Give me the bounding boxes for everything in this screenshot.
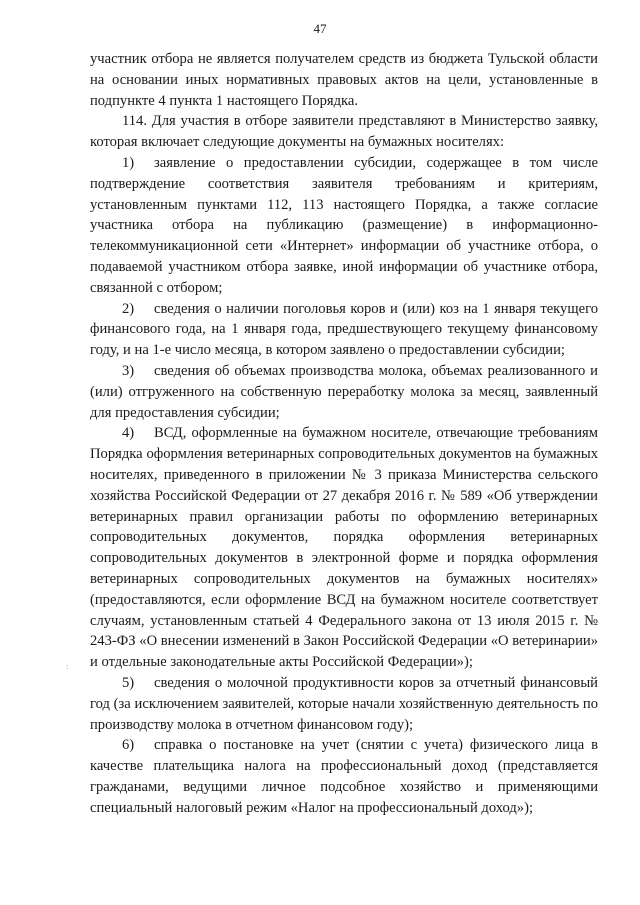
document-body	[90, 49, 598, 818]
list-item-number: 6)	[122, 737, 135, 754]
list-item-number: 1)	[122, 154, 135, 171]
list-item-6	[90, 735, 598, 818]
margin-mark: :	[66, 662, 69, 671]
list-item-2	[90, 299, 598, 361]
list-item-4	[90, 423, 598, 673]
list-item-number: 5)	[122, 674, 135, 691]
page-number: 47	[313, 21, 327, 36]
list-item-text: сведения о молочной продуктивности коров за отчетный финансовый год (за исключением заявителей, которые начали хозяйственную деятельность по производству молока в отчетном финансовом году);	[90, 674, 598, 733]
list-item-text: сведения об объемах производства молока, объемах реализованного и (или) отгруженного на собственную переработку молока за месяц, заявленный для предоставления субсидии;	[90, 362, 598, 421]
list-item-text: заявление о предоставлении субсидии, содержащее в том числе подтверждение соответствия заявителя требованиям и критериям, установленным пунктами 112, 113 настоящего Порядка, а также согласие участника отбора на публикацию (размещение) в информационно-телекоммуникационной сети «Интернет» информации об участнике отбора, о подаваемой участником отбора заявке, иной информации об участнике отбора, связанной с отбором;	[90, 154, 598, 296]
list-item-3	[90, 361, 598, 423]
list-item-number: 4)	[122, 425, 135, 442]
list-item-text: справка о постановке на учет (снятии с учета) физического лица в качестве плательщика налога на профессиональный доход (представляется гражданами, ведущими личное подсобное хозяйство и применяющими специальный налоговый режим «Налог на профессиональный доход»);	[90, 737, 598, 816]
paragraph-continuation: участник отбора не является получателем средств из бюджета Тульской области на основании иных нормативных правовых актов на цели, установленные в подпункте 4 пункта 1 настоящего Порядка.	[90, 51, 598, 109]
list-item-1	[90, 153, 598, 299]
list-item-text: сведения о наличии поголовья коров и (или) коз на 1 января текущего финансового года, на 1 января года, предшествующего текущему финансовому году, и на 1-е число месяца, в котором заявлено о предоставлении субсидии;	[90, 300, 598, 359]
paragraph-114: 114. Для участия в отборе заявители представляют в Министерство заявку, которая включает следующие документы на бумажных носителях:	[90, 113, 598, 151]
list-item-5	[90, 673, 598, 735]
list-item-text: ВСД, оформленные на бумажном носителе, отвечающие требованиям Порядка оформления ветеринарных сопроводительных документов на бумажных носителях, приведенного в приложении № 3 приказа Министерства сельского хозяйства Российской Федерации от 27 декабря 2016 г. № 589 «Об утверждении ветеринарных правил организации работы по оформлению ветеринарных сопроводительных документов, порядка оформления ветеринарных сопроводительных документов в электронной форме и порядка оформления ветеринарных сопроводительных документов на бумажных носителях» (предоставляются, если оформление ВСД на бумажном носителе соответствует случаям, установленным статьей 4 Федерального закона от 13 июля 2015 г. № 243-ФЗ «О внесении изменений в Закон Российской Федерации «О ветеринарии» и отдельные законодательные акты Российской Федерации»);	[90, 425, 598, 671]
list-item-number: 3)	[122, 362, 135, 379]
list-item-number: 2)	[122, 300, 135, 317]
